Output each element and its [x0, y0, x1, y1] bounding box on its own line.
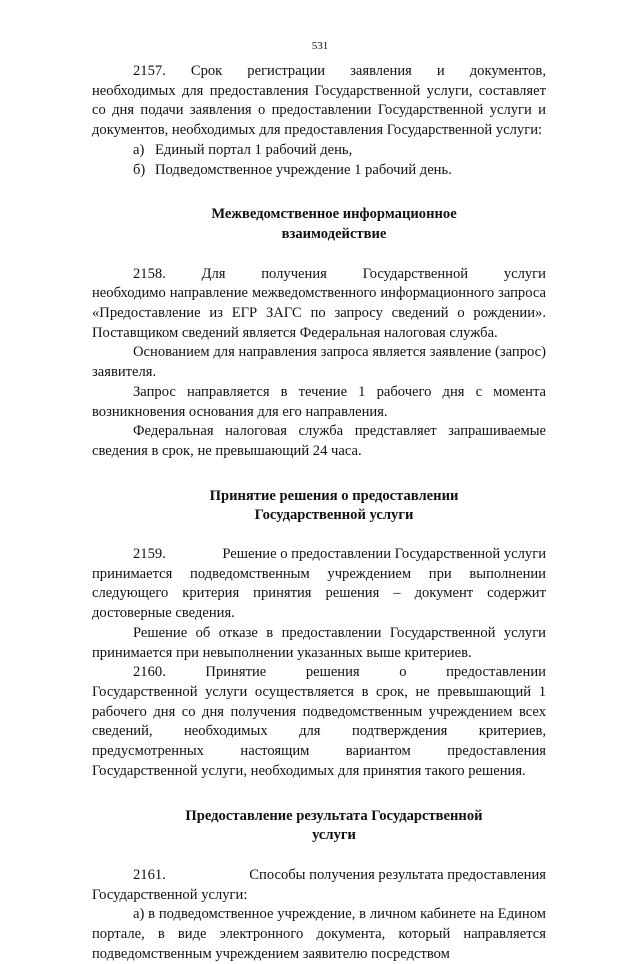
clause-2159-first-line	[92, 545, 546, 565]
list-item-text: Единый портал 1 рабочий день,	[155, 141, 353, 158]
section-heading: Межведомственное информационное взаимодействие	[211, 206, 457, 242]
clause-word: регистрации	[247, 63, 326, 79]
clause-2159-text: принимается подведомственным учреждением при выполнении следующего критерия принятия решения – документ содержит достоверные сведения.	[92, 565, 546, 622]
clause-word: Срок	[190, 63, 223, 79]
document-body	[92, 62, 546, 964]
list-item	[92, 141, 546, 161]
clause-2161-text: Государственной услуги:	[92, 886, 248, 903]
clause-number: 2159.	[133, 546, 166, 563]
clause-2157-first-line	[92, 62, 546, 82]
clause-word: о	[399, 664, 407, 681]
section-heading: Принятие решения о предоставлении Государственной услуги	[209, 487, 459, 524]
clause-2160-first-line	[92, 663, 546, 683]
list-item: а) в подведомственное учреждение, в личном кабинете на Едином портале, в виде электронного документа, который направляется подведомственным учреждением заявителю посредством	[92, 906, 546, 962]
paragraph: Решение об отказе в предоставлении Государственной услуги принимается при невыполнении указанных выше критериев.	[92, 624, 546, 661]
clause-2158-text: необходимо направление межведомственного информационного запроса «Предоставление из ЕГР ЗАГС по запросу сведений о рождении». Поставщиком сведений является Федеральная налоговая служба.	[92, 285, 546, 341]
clause-2160-text: Государственной услуги осуществляется в срок, не превышающий 1 рабочего дня со дня получения подведомственным учреждением всех сведений, необходимых для подтверждения критериев, предусмотренных настоящим вариантом предоставления Государственной услуги, необходимых для принятия такого решения.	[92, 683, 546, 779]
list-marker: б)	[133, 161, 146, 178]
clause-2157-text: необходимых для предоставления Государственной услуги, составляет со дня подачи заявления о предоставлении Государственной услуги и документов, необходимых для предоставления Государственной услуги:	[92, 82, 546, 139]
clause-word: заявления	[350, 63, 412, 79]
clause-number: 2160.	[133, 664, 166, 681]
clause-number: 2158.	[133, 265, 166, 282]
clause-word: решения	[305, 664, 360, 681]
clause-word: Государственной	[362, 265, 469, 282]
clause-word: Принятие	[205, 664, 267, 681]
clause-word: предоставлении	[446, 664, 546, 681]
clause-text: Решение о предоставлении Государственной услуги	[222, 546, 546, 563]
list-item-text: Подведомственное учреждение 1 рабочий день.	[155, 161, 452, 178]
clause-number: 2161.	[133, 866, 166, 883]
paragraph: Запрос направляется в течение 1 рабочего дня с момента возникновения основания для его направления.	[92, 383, 546, 420]
list-marker: а)	[133, 141, 145, 158]
clause-2157-list	[92, 141, 546, 180]
paragraph: Федеральная налоговая служба представляет запрашиваемые сведения в срок, не превышающий 24 часа.	[92, 423, 546, 459]
section-heading: Предоставление результата Государственной услуги	[185, 807, 483, 844]
page-number: 531	[311, 40, 329, 52]
list-item	[92, 161, 546, 181]
paragraph: Основанием для направления запроса является заявление (запрос) заявителя.	[92, 344, 546, 381]
clause-number: 2157.	[133, 63, 166, 79]
clause-word: документов,	[469, 63, 546, 79]
clause-text: Способы получения результата предоставления	[249, 866, 546, 883]
clause-2161-first-line	[92, 866, 546, 886]
clause-word: и	[436, 63, 445, 79]
clause-word: услуги	[503, 265, 546, 282]
clause-word: получения	[261, 265, 327, 282]
clause-2158-first-line	[92, 265, 546, 285]
clause-word: Для	[201, 265, 226, 282]
